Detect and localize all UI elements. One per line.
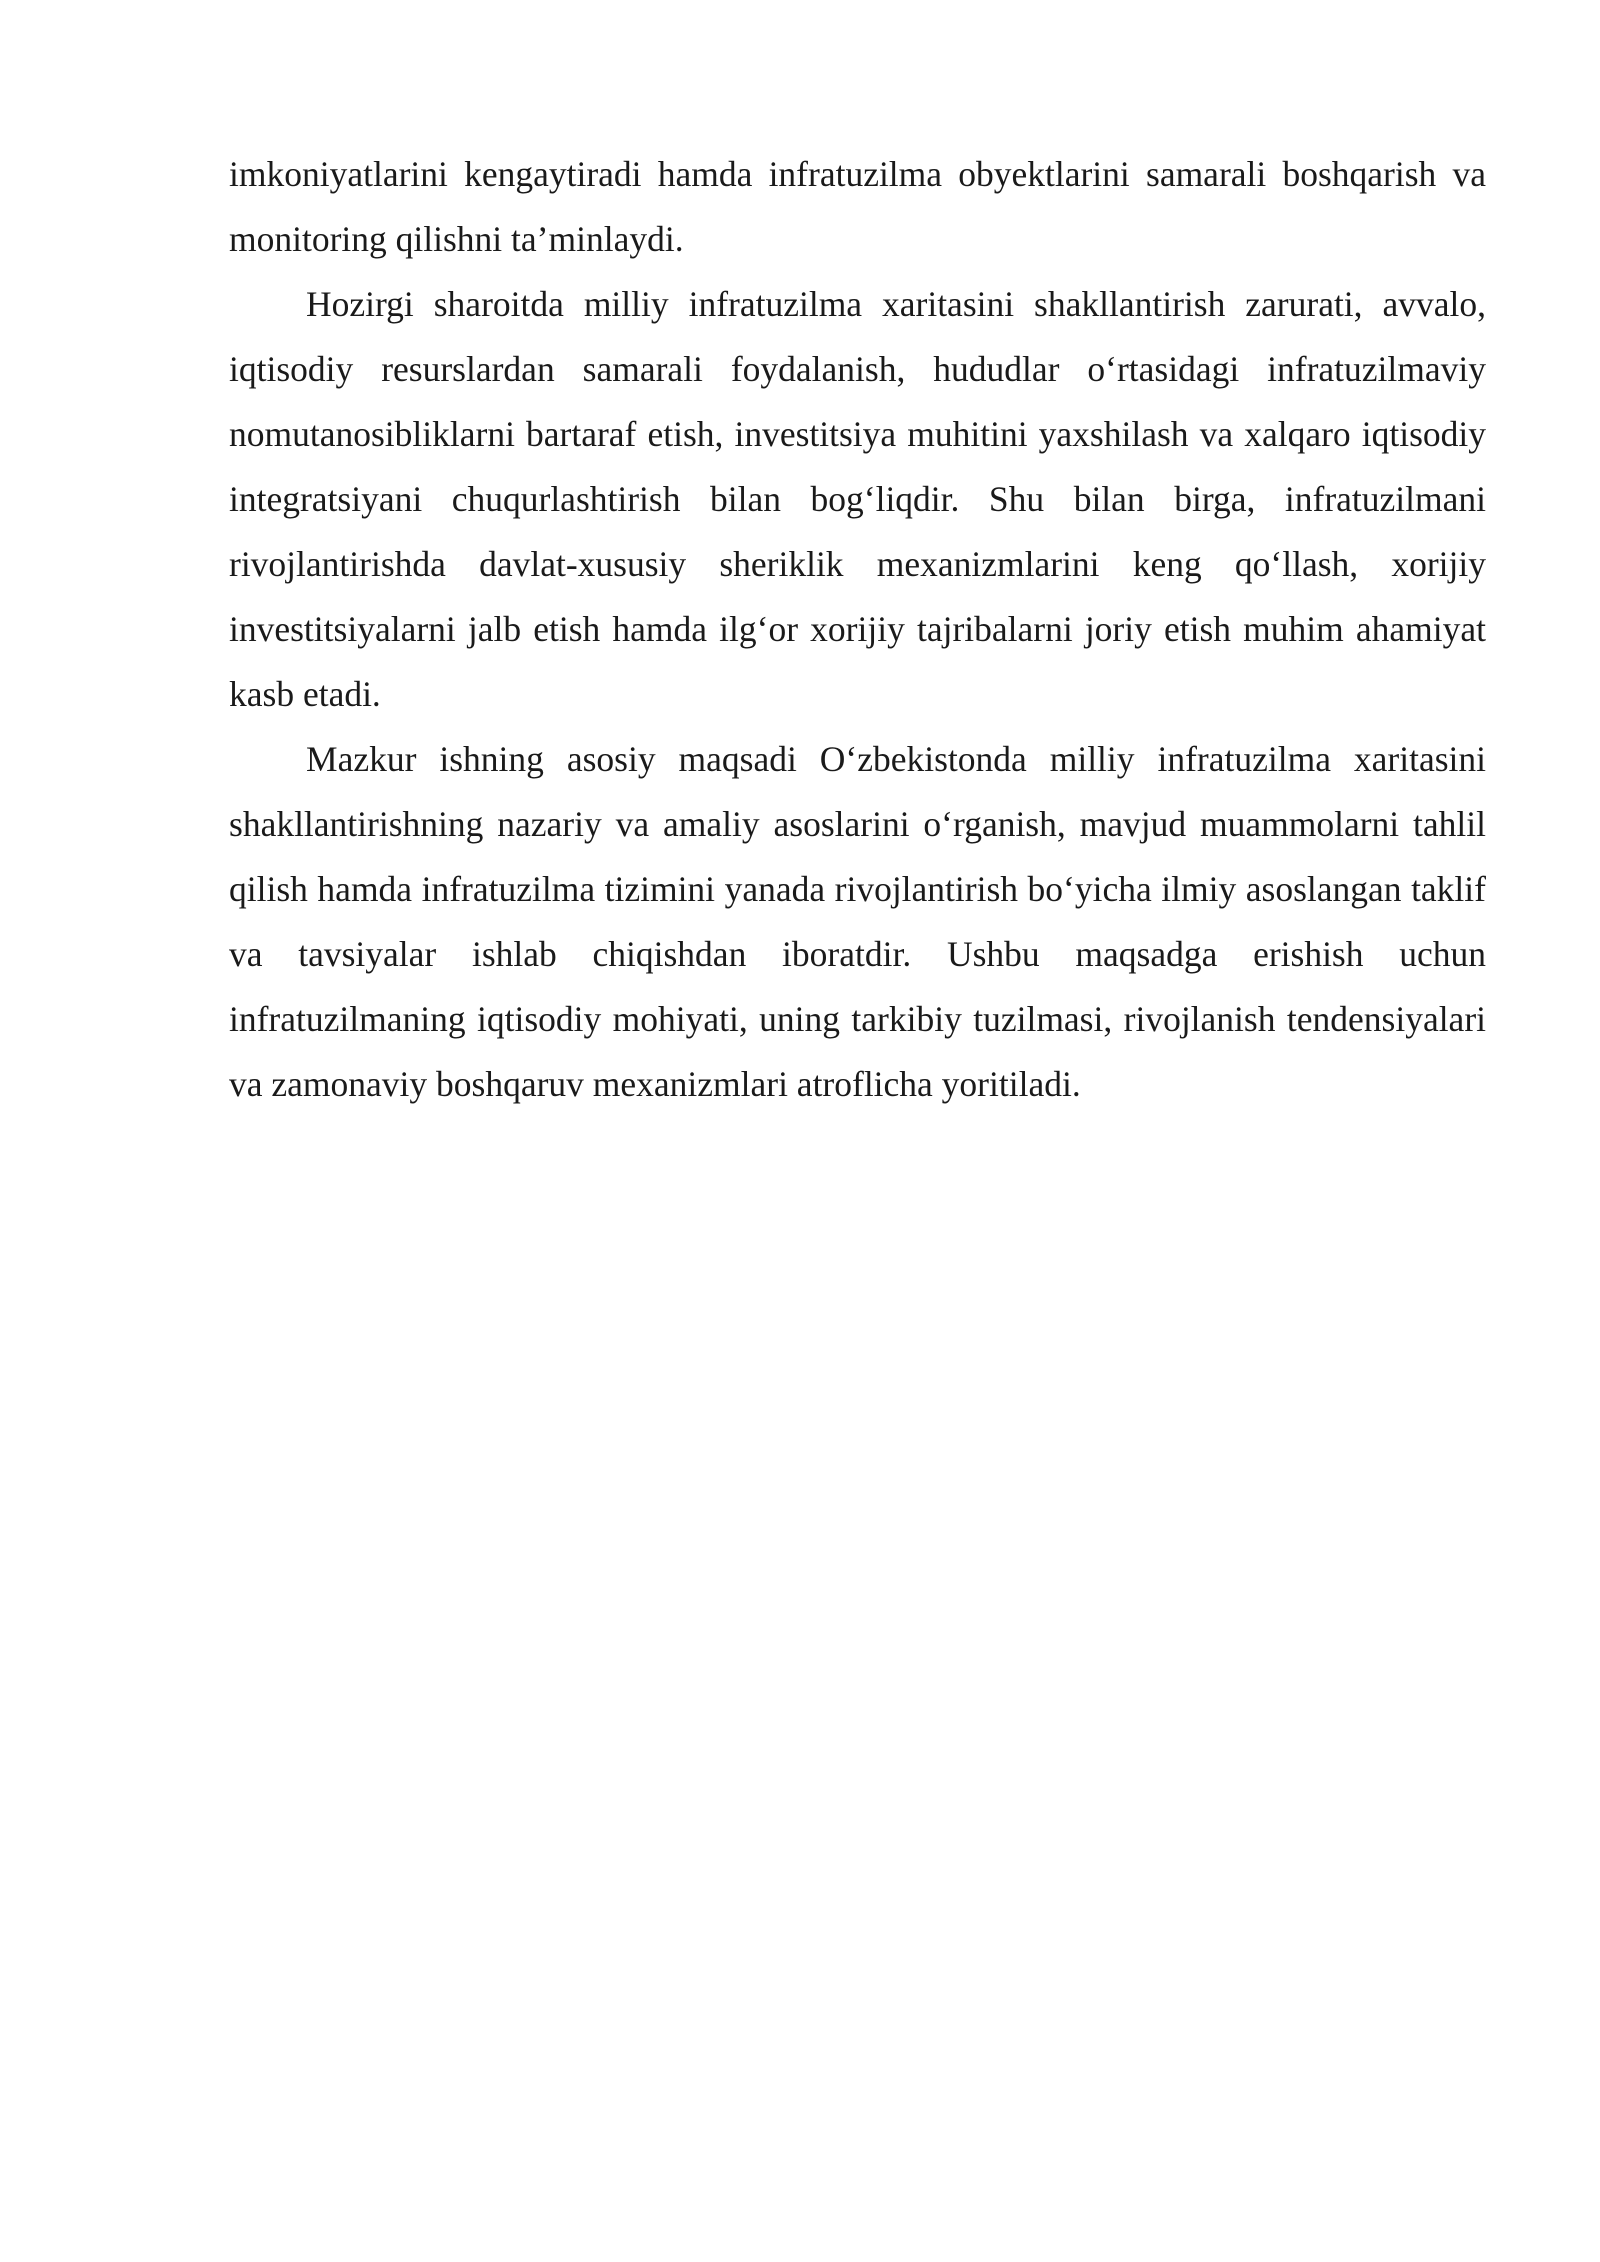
paragraph-infrastructure-need: Hozirgi sharoitda milliy infratuzilma xaritasini shakllantirish zarurati, avvalo, iqtisodiy resurslardan samarali foydalanish, hududlar o‘rtasidagi infratuzilmaviy nomutanosibliklarni bartaraf etish, investitsiya muhitini yaxshilash va xalqaro iqtisodiy integratsiyani chuqurlashtirish bilan bog‘liqdir. Shu bilan birga, infratuzilmani rivojlantirishda davlat-xususiy sheriklik mexanizmlarini keng qo‘llash, xorijiy investitsiyalarni jalb etish hamda ilg‘or xorijiy tajribalarni joriy etish muhim ahamiyat kasb etadi.	[229, 284, 1486, 714]
paragraph-continuation: imkoniyatlarini kengaytiradi hamda infratuzilma obyektlarini samarali boshqarish va monitoring qilishni ta’minlaydi.	[229, 154, 1486, 259]
paragraph-research-goal: Mazkur ishning asosiy maqsadi O‘zbekistonda milliy infratuzilma xaritasini shakllantirishning nazariy va amaliy asoslarini o‘rganish, mavjud muammolarni tahlil qilish hamda infratuzilma tizimini yanada rivojlantirish bo‘yicha ilmiy asoslangan taklif va tavsiyalar ishlab chiqishdan iboratdir. Ushbu maqsadga erishish uchun infratuzilmaning iqtisodiy mohiyati, uning tarkibiy tuzilmasi, rivojlanish tendensiyalari va zamonaviy boshqaruv mexanizmlari atroflicha yoritiladi.	[229, 739, 1486, 1104]
document-body	[229, 142, 1486, 1117]
